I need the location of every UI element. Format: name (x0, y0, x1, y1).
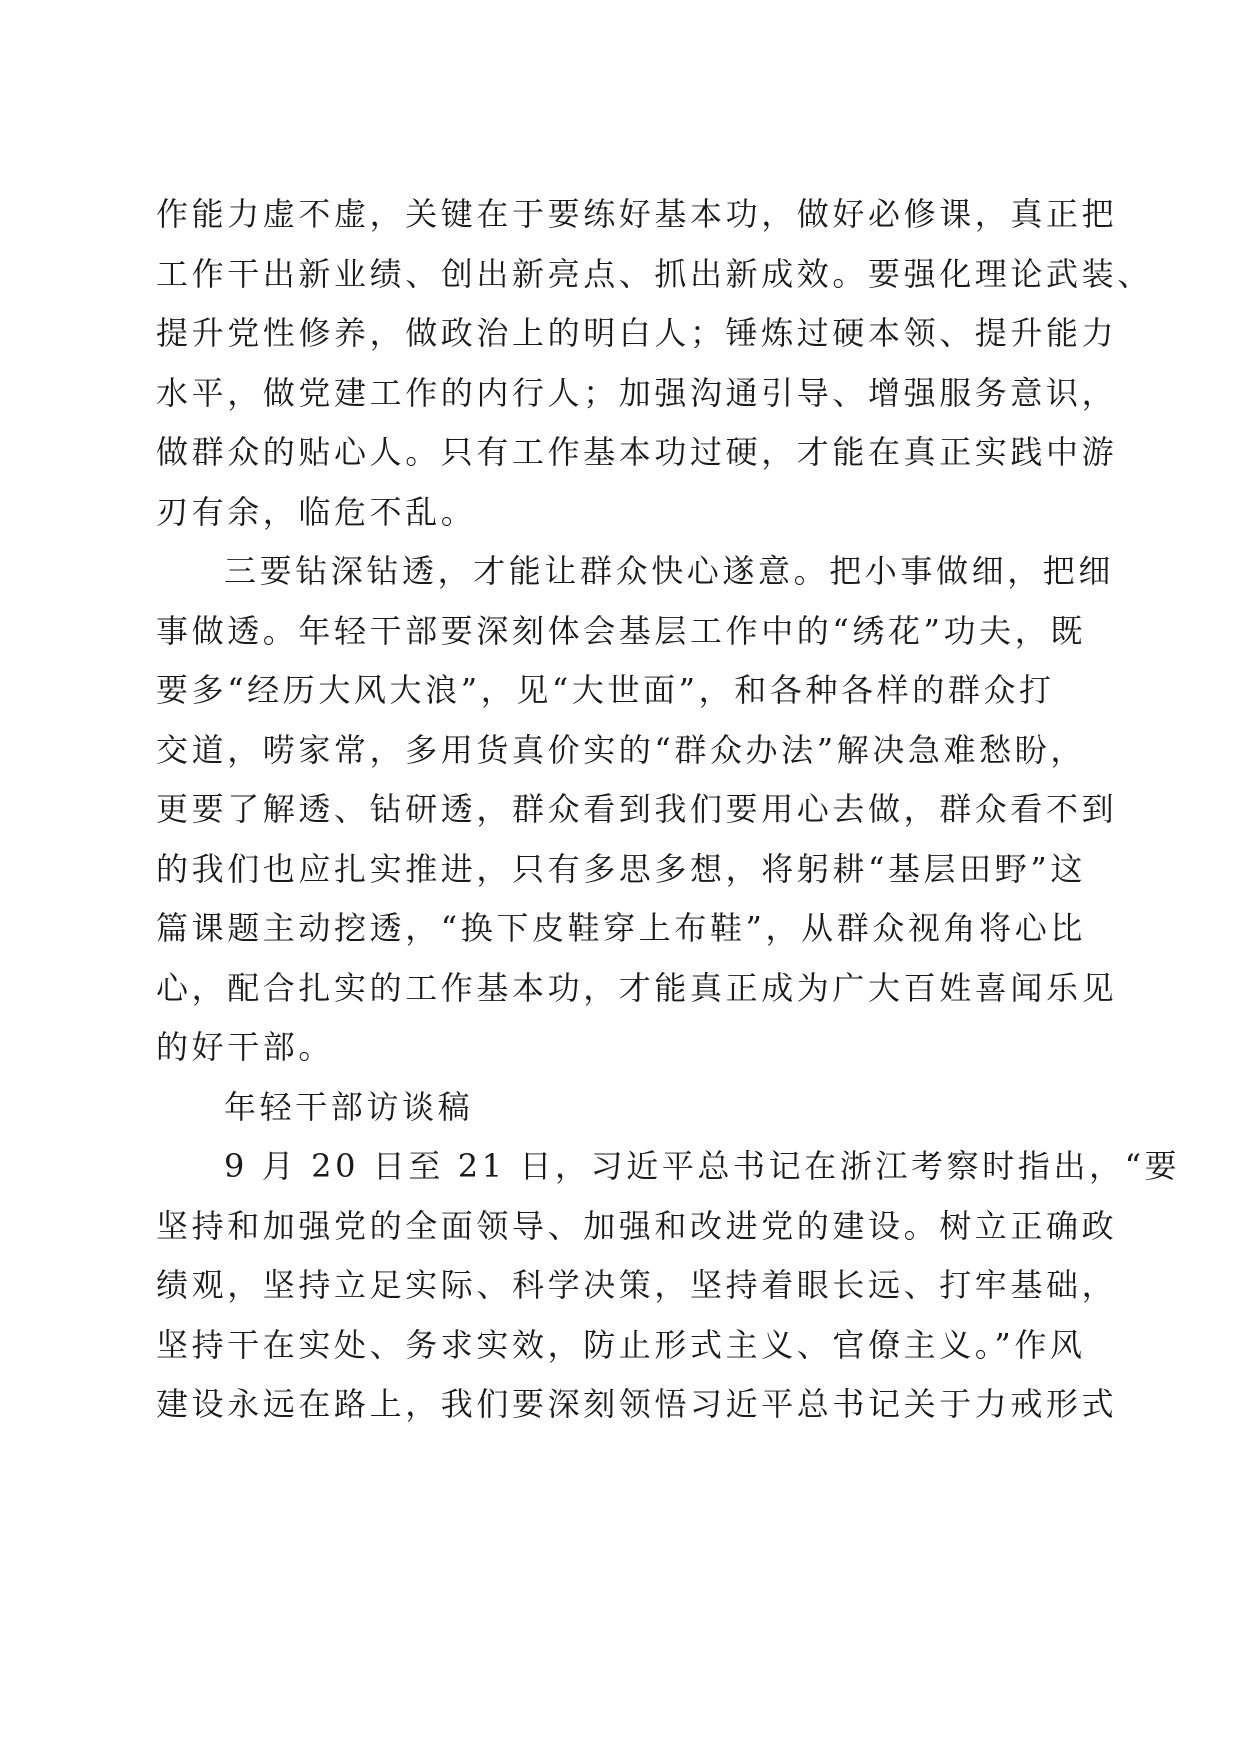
text-line: 的我们也应扎实推进，只有多思多想，将躬耕“基层田野”这 (156, 849, 1086, 888)
text-line: 工作干出新业绩、创出新亮点、抓出新成效。要强化理论武装、 (156, 254, 1153, 293)
text-line: 提升党性修养，做政治上的明白人；锤炼过硬本领、提升能力 (156, 314, 1118, 352)
paragraph-3 (156, 1137, 1181, 1435)
section-title (156, 1078, 1096, 1138)
text-line: 水平，做党建工作的内行人；加强沟通引导、增强服务意识， (156, 373, 1118, 412)
text-line: 绩观，坚持立足实际、科学决策，坚持着眼长远、打牢基础， (156, 1266, 1118, 1304)
text-line: 心，配合扎实的工作基本功，才能真正成为广大百姓喜闻乐见 (156, 968, 1118, 1007)
text-line: 做群众的贴心人。只有工作基本功过硬，才能在真正实践中游 (156, 433, 1118, 471)
text-line: 的好干部。 (156, 1028, 335, 1066)
text-line: 作能力虚不虚，关键在于要练好基本功，做好必修课，真正把 (156, 195, 1118, 233)
text-line: 坚持干在实处、务求实效，防止形式主义、官僚主义。”作风 (156, 1325, 1086, 1364)
text-line: 坚持和加强党的全面领导、加强和改进党的建设。树立正确政 (156, 1206, 1118, 1245)
text-line: 建设永远在路上，我们要深刻领悟习近平总书记关于力戒形式 (156, 1385, 1118, 1423)
text-line: 三要钻深钻透，才能让群众快心遂意。把小事做细，把细 (224, 552, 1115, 590)
section-title-text: 年轻干部访谈稿 (224, 1087, 474, 1126)
document-body (156, 185, 1181, 1435)
paragraph-2 (156, 542, 1118, 1078)
text-line: 要多“经历大风大浪”，见“大世面”，和各种各样的群众打 (156, 671, 1055, 709)
text-line: 更要了解透、钻研透，群众看到我们要用心去做，群众看不到 (156, 790, 1118, 828)
text-line: 交道，唠家常，多用货真价实的“群众办法”解决急难愁盼， (156, 730, 1086, 769)
text-line: 事做透。年轻干部要深刻体会基层工作中的“绣花”功夫，既 (156, 611, 1086, 650)
paragraph-1 (156, 185, 1153, 542)
text-line: 刃有余，临危不乱。 (156, 492, 477, 531)
text-line: 9 月 20 日至 21 日，习近平总书记在浙江考察时指出，“要 (224, 1147, 1181, 1185)
text-line: 篇课题主动挖透，“换下皮鞋穿上布鞋”，从群众视角将心比 (156, 909, 1086, 947)
